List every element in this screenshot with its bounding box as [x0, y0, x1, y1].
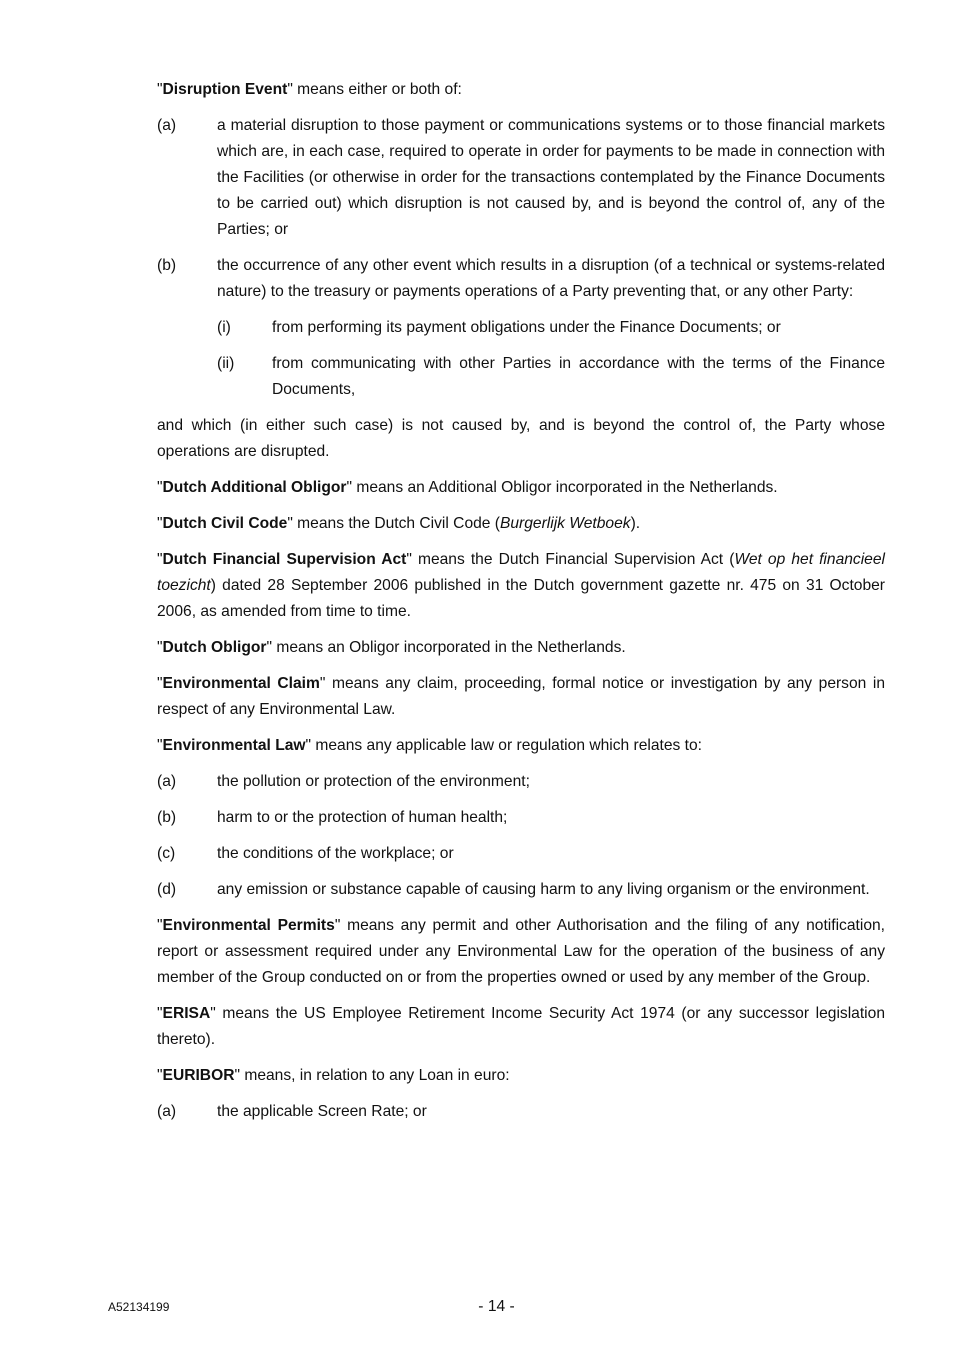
defined-term: Dutch Civil Code	[162, 515, 288, 532]
document-reference: A52134199	[108, 1300, 170, 1314]
defined-term: Environmental Permits	[162, 917, 335, 934]
list-text: harm to or the protection of human health;	[217, 809, 508, 826]
definition-disruption-event: "Disruption Event" means either or both of:	[157, 81, 462, 98]
defined-term: ERISA	[162, 1005, 211, 1022]
definition-dutch-obligor: "Dutch Obligor" means an Obligor incorporated in the Netherlands.	[157, 639, 626, 656]
list-label: (i)	[217, 319, 231, 336]
list-label: (d)	[157, 881, 177, 898]
defined-term: Dutch Obligor	[162, 639, 267, 656]
definition-dutch-financial-supervision-act: "Dutch Financial Supervision Act" means the Dutch Financial Supervision Act (Wet op het financieel toezicht) dated 28 September 2006 published in the Dutch government gazette nr. 475 on 31 October 2006, as amended from time to time.	[157, 551, 885, 620]
definition-dutch-civil-code: "Dutch Civil Code" means the Dutch Civil Code (Burgerlijk Wetboek).	[157, 515, 641, 532]
defined-term: Dutch Additional Obligor	[162, 479, 347, 496]
list-text: a material disruption to those payment or communications systems or to those financial markets which are, in each case, required to operate in order for payments to be made in connection with the Facilities (or otherwise in order for the transactions contemplated by the Finance Documents to be carried out) which disruption is not caused by, and is beyond the control of, any of the Parties; or	[217, 117, 885, 238]
definition-environmental-claim: "Environmental Claim" means any claim, proceeding, formal notice or investigation by any person in respect of any Environmental Law.	[157, 675, 886, 718]
definition-dutch-additional-obligor: "Dutch Additional Obligor" means an Additional Obligor incorporated in the Netherlands.	[157, 479, 778, 496]
defined-term: Dutch Financial Supervision Act	[162, 551, 407, 568]
list-item	[157, 769, 885, 795]
defined-term: EURIBOR	[162, 1067, 235, 1084]
document-body	[157, 77, 885, 1135]
list-item	[157, 1099, 885, 1125]
list-label: (b)	[157, 257, 177, 274]
list-text: the occurrence of any other event which results in a disruption (of a technical or systems-related nature) to the treasury or payments operations of a Party preventing that, or any other Party:	[217, 257, 885, 300]
definition-euribor: "EURIBOR" means, in relation to any Loan in euro:	[157, 1067, 510, 1084]
list-label: (c)	[157, 845, 176, 862]
list-text: the applicable Screen Rate; or	[217, 1103, 427, 1120]
defined-term: Environmental Claim	[162, 675, 320, 692]
list-label: (a)	[157, 773, 177, 790]
list-text: any emission or substance capable of causing harm to any living organism or the environment.	[217, 881, 870, 898]
list-text: from performing its payment obligations under the Finance Documents; or	[272, 319, 781, 336]
definition-environmental-law: "Environmental Law" means any applicable law or regulation which relates to:	[157, 737, 702, 754]
list-text: the pollution or protection of the environment;	[217, 773, 530, 790]
list-item	[157, 877, 885, 903]
list-item	[157, 805, 885, 831]
defined-term: Environmental Law	[162, 737, 306, 754]
defined-term: Disruption Event	[162, 81, 288, 98]
closing-paragraph: and which (in either such case) is not caused by, and is beyond the control of, the Party whose operations are disrupted.	[157, 417, 885, 460]
definition-environmental-permits: "Environmental Permits" means any permit and other Authorisation and the filing of any notification, report or assessment required under any Environmental Law for the operation of the business of any member of the Group conducted on or from the properties owned or used by any member of the Group.	[157, 917, 885, 986]
list-item	[157, 113, 885, 243]
list-label: (ii)	[217, 355, 235, 372]
sub-list-item	[157, 351, 885, 403]
list-item	[157, 841, 885, 867]
list-item	[157, 253, 885, 305]
list-text: from communicating with other Parties in accordance with the terms of the Finance Documents,	[272, 355, 885, 398]
sub-list-item	[157, 315, 885, 341]
definition-erisa: "ERISA" means the US Employee Retirement Income Security Act 1974 (or any successor legislation thereto).	[157, 1005, 885, 1048]
list-label: (a)	[157, 117, 177, 134]
list-text: the conditions of the workplace; or	[217, 845, 454, 862]
page-number: - 14 -	[478, 1298, 515, 1315]
list-label: (b)	[157, 809, 177, 826]
list-label: (a)	[157, 1103, 177, 1120]
